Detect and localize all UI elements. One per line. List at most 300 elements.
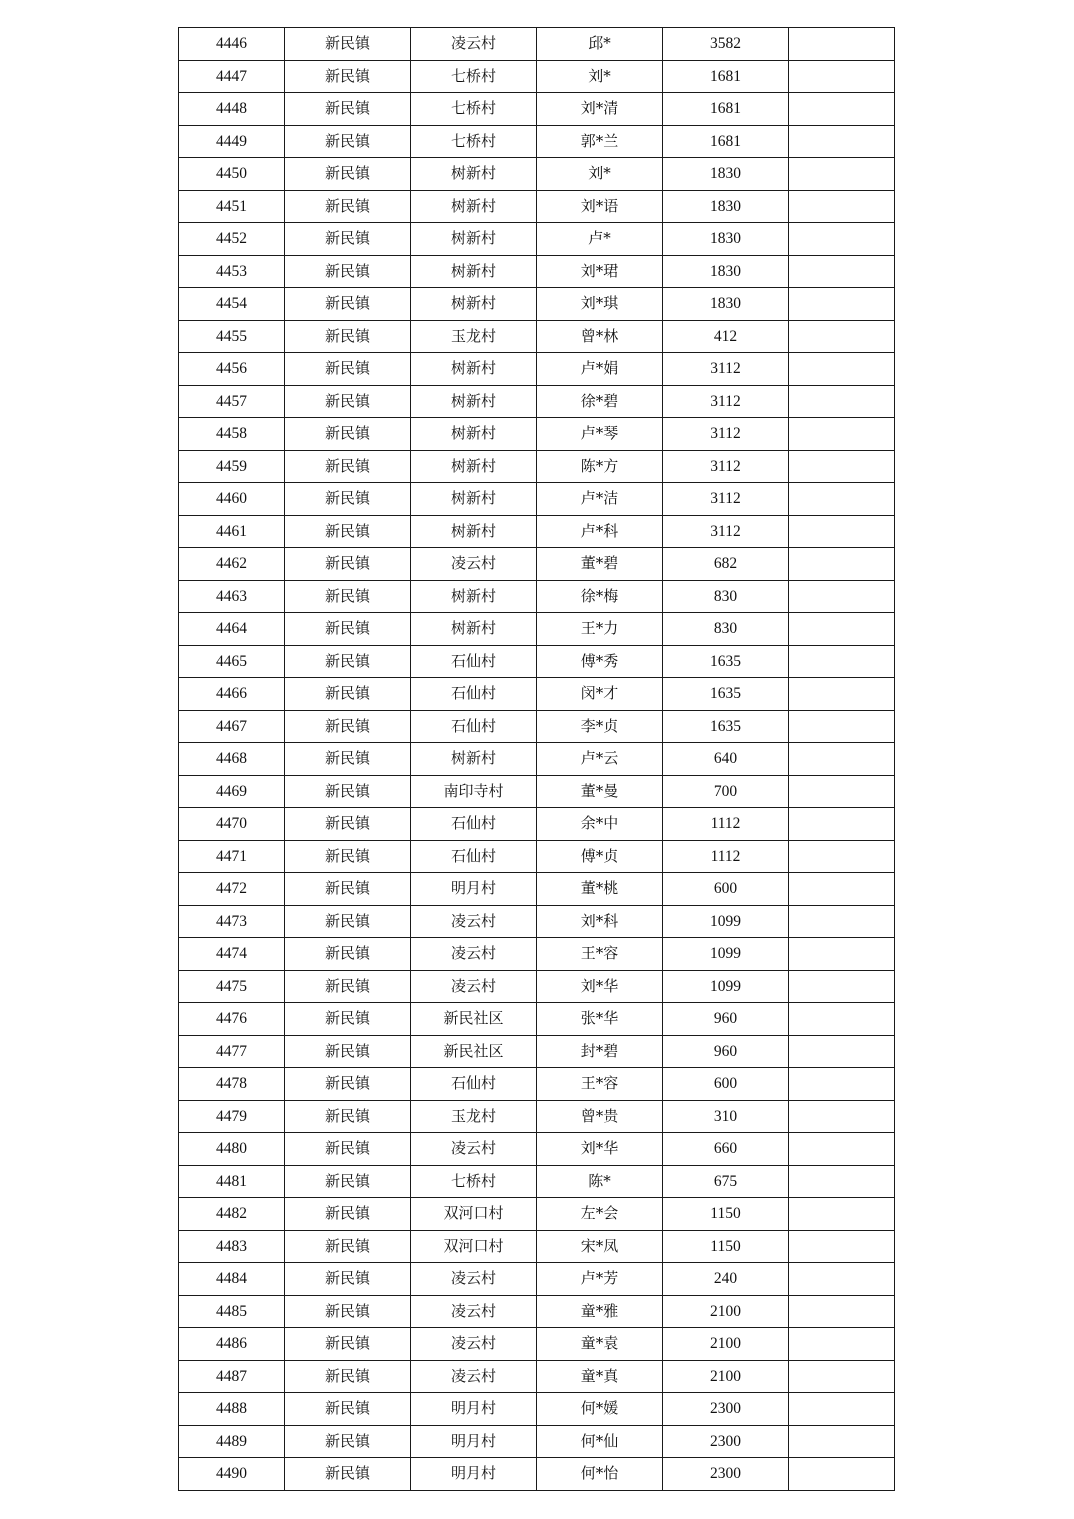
cell-town: 新民镇: [285, 970, 411, 1003]
cell-town: 新民镇: [285, 28, 411, 61]
cell-note: [789, 515, 895, 548]
cell-village: 树新村: [411, 580, 537, 613]
cell-name: 卢*: [537, 223, 663, 256]
cell-id: 4449: [179, 125, 285, 158]
cell-village: 凌云村: [411, 1263, 537, 1296]
cell-name: 卢*娟: [537, 353, 663, 386]
cell-id: 4446: [179, 28, 285, 61]
cell-town: 新民镇: [285, 125, 411, 158]
cell-id: 4490: [179, 1458, 285, 1491]
cell-town: 新民镇: [285, 93, 411, 126]
cell-id: 4487: [179, 1360, 285, 1393]
cell-amount: 600: [663, 1068, 789, 1101]
cell-note: [789, 613, 895, 646]
cell-village: 树新村: [411, 158, 537, 191]
cell-town: 新民镇: [285, 418, 411, 451]
cell-name: 刘*清: [537, 93, 663, 126]
cell-amount: 1635: [663, 645, 789, 678]
cell-amount: 1830: [663, 255, 789, 288]
cell-amount: 830: [663, 613, 789, 646]
cell-name: 余*中: [537, 808, 663, 841]
table-row: [179, 710, 895, 743]
cell-id: 4458: [179, 418, 285, 451]
cell-village: 凌云村: [411, 970, 537, 1003]
table-row: [179, 125, 895, 158]
cell-id: 4462: [179, 548, 285, 581]
table-row: [179, 613, 895, 646]
cell-id: 4477: [179, 1035, 285, 1068]
cell-id: 4473: [179, 905, 285, 938]
cell-note: [789, 645, 895, 678]
cell-name: 傅*秀: [537, 645, 663, 678]
cell-town: 新民镇: [285, 1458, 411, 1491]
cell-town: 新民镇: [285, 255, 411, 288]
cell-village: 双河口村: [411, 1198, 537, 1231]
cell-note: [789, 1133, 895, 1166]
cell-amount: 1112: [663, 840, 789, 873]
cell-village: 新民社区: [411, 1003, 537, 1036]
table-row: [179, 1393, 895, 1426]
cell-village: 树新村: [411, 515, 537, 548]
cell-name: 董*桃: [537, 873, 663, 906]
cell-id: 4451: [179, 190, 285, 223]
cell-name: 卢*云: [537, 743, 663, 776]
cell-town: 新民镇: [285, 645, 411, 678]
cell-note: [789, 1198, 895, 1231]
cell-note: [789, 970, 895, 1003]
table-row: [179, 678, 895, 711]
cell-village: 树新村: [411, 613, 537, 646]
cell-village: 七桥村: [411, 125, 537, 158]
cell-id: 4461: [179, 515, 285, 548]
table-row: [179, 873, 895, 906]
cell-name: 刘*琪: [537, 288, 663, 321]
cell-id: 4457: [179, 385, 285, 418]
cell-amount: 1099: [663, 905, 789, 938]
cell-id: 4469: [179, 775, 285, 808]
cell-village: 凌云村: [411, 1360, 537, 1393]
cell-name: 刘*珺: [537, 255, 663, 288]
cell-town: 新民镇: [285, 1328, 411, 1361]
cell-town: 新民镇: [285, 190, 411, 223]
cell-village: 树新村: [411, 418, 537, 451]
cell-amount: 310: [663, 1100, 789, 1133]
table-row: [179, 1295, 895, 1328]
cell-amount: 1099: [663, 970, 789, 1003]
table-row: [179, 353, 895, 386]
cell-amount: 240: [663, 1263, 789, 1296]
cell-amount: 1635: [663, 678, 789, 711]
table-row: [179, 1458, 895, 1491]
cell-note: [789, 873, 895, 906]
cell-village: 树新村: [411, 288, 537, 321]
cell-town: 新民镇: [285, 1003, 411, 1036]
cell-name: 刘*语: [537, 190, 663, 223]
cell-id: 4488: [179, 1393, 285, 1426]
cell-name: 刘*科: [537, 905, 663, 938]
cell-village: 树新村: [411, 223, 537, 256]
cell-name: 童*真: [537, 1360, 663, 1393]
cell-town: 新民镇: [285, 678, 411, 711]
cell-name: 何*怡: [537, 1458, 663, 1491]
cell-id: 4489: [179, 1425, 285, 1458]
cell-amount: 2300: [663, 1393, 789, 1426]
cell-note: [789, 60, 895, 93]
cell-amount: 2100: [663, 1295, 789, 1328]
cell-town: 新民镇: [285, 613, 411, 646]
cell-id: 4481: [179, 1165, 285, 1198]
cell-note: [789, 93, 895, 126]
cell-village: 凌云村: [411, 905, 537, 938]
cell-name: 曾*林: [537, 320, 663, 353]
table-row: [179, 1165, 895, 1198]
cell-id: 4454: [179, 288, 285, 321]
cell-note: [789, 1068, 895, 1101]
cell-village: 石仙村: [411, 840, 537, 873]
cell-name: 王*容: [537, 938, 663, 971]
table-row: [179, 1003, 895, 1036]
cell-note: [789, 1393, 895, 1426]
cell-amount: 830: [663, 580, 789, 613]
cell-id: 4465: [179, 645, 285, 678]
cell-id: 4484: [179, 1263, 285, 1296]
cell-name: 宋*凤: [537, 1230, 663, 1263]
table-row: [179, 1230, 895, 1263]
cell-note: [789, 385, 895, 418]
cell-town: 新民镇: [285, 515, 411, 548]
cell-note: [789, 710, 895, 743]
cell-name: 王*力: [537, 613, 663, 646]
table-row: [179, 840, 895, 873]
cell-amount: 3582: [663, 28, 789, 61]
cell-amount: 1681: [663, 93, 789, 126]
cell-town: 新民镇: [285, 1100, 411, 1133]
cell-village: 石仙村: [411, 678, 537, 711]
cell-name: 刘*华: [537, 970, 663, 1003]
cell-amount: 3112: [663, 483, 789, 516]
cell-amount: 1681: [663, 60, 789, 93]
cell-id: 4486: [179, 1328, 285, 1361]
cell-id: 4448: [179, 93, 285, 126]
table-row: [179, 808, 895, 841]
cell-name: 卢*芳: [537, 1263, 663, 1296]
cell-id: 4480: [179, 1133, 285, 1166]
cell-village: 明月村: [411, 873, 537, 906]
cell-name: 刘*: [537, 60, 663, 93]
table-row: [179, 483, 895, 516]
table-row: [179, 970, 895, 1003]
cell-village: 七桥村: [411, 1165, 537, 1198]
cell-note: [789, 223, 895, 256]
cell-id: 4474: [179, 938, 285, 971]
cell-name: 闵*才: [537, 678, 663, 711]
cell-village: 树新村: [411, 483, 537, 516]
cell-amount: 600: [663, 873, 789, 906]
cell-amount: 1112: [663, 808, 789, 841]
cell-note: [789, 1165, 895, 1198]
cell-amount: 960: [663, 1035, 789, 1068]
cell-village: 七桥村: [411, 60, 537, 93]
cell-name: 何*仙: [537, 1425, 663, 1458]
table-row: [179, 548, 895, 581]
cell-village: 双河口村: [411, 1230, 537, 1263]
cell-name: 卢*琴: [537, 418, 663, 451]
cell-id: 4475: [179, 970, 285, 1003]
cell-note: [789, 1035, 895, 1068]
cell-note: [789, 840, 895, 873]
cell-note: [789, 190, 895, 223]
cell-village: 明月村: [411, 1425, 537, 1458]
cell-note: [789, 1328, 895, 1361]
cell-name: 卢*洁: [537, 483, 663, 516]
cell-note: [789, 418, 895, 451]
cell-name: 封*碧: [537, 1035, 663, 1068]
cell-note: [789, 1263, 895, 1296]
cell-town: 新民镇: [285, 775, 411, 808]
cell-name: 童*袁: [537, 1328, 663, 1361]
cell-id: 4483: [179, 1230, 285, 1263]
cell-id: 4472: [179, 873, 285, 906]
cell-town: 新民镇: [285, 580, 411, 613]
cell-village: 玉龙村: [411, 1100, 537, 1133]
cell-id: 4450: [179, 158, 285, 191]
cell-amount: 3112: [663, 515, 789, 548]
table-row: [179, 418, 895, 451]
cell-town: 新民镇: [285, 548, 411, 581]
cell-amount: 675: [663, 1165, 789, 1198]
cell-town: 新民镇: [285, 743, 411, 776]
cell-name: 刘*华: [537, 1133, 663, 1166]
cell-note: [789, 580, 895, 613]
cell-amount: 1830: [663, 158, 789, 191]
cell-amount: 3112: [663, 353, 789, 386]
cell-amount: 1099: [663, 938, 789, 971]
cell-name: 张*华: [537, 1003, 663, 1036]
cell-id: 4478: [179, 1068, 285, 1101]
cell-id: 4479: [179, 1100, 285, 1133]
cell-town: 新民镇: [285, 385, 411, 418]
table-row: [179, 385, 895, 418]
cell-id: 4470: [179, 808, 285, 841]
table-row: [179, 60, 895, 93]
cell-note: [789, 288, 895, 321]
cell-name: 王*容: [537, 1068, 663, 1101]
table-row: [179, 320, 895, 353]
cell-note: [789, 1425, 895, 1458]
cell-town: 新民镇: [285, 840, 411, 873]
cell-amount: 2100: [663, 1328, 789, 1361]
cell-village: 树新村: [411, 353, 537, 386]
cell-amount: 1830: [663, 190, 789, 223]
cell-town: 新民镇: [285, 1165, 411, 1198]
cell-town: 新民镇: [285, 1393, 411, 1426]
cell-town: 新民镇: [285, 1068, 411, 1101]
cell-village: 树新村: [411, 743, 537, 776]
cell-town: 新民镇: [285, 1035, 411, 1068]
cell-amount: 660: [663, 1133, 789, 1166]
cell-town: 新民镇: [285, 873, 411, 906]
table-body: [179, 28, 895, 1491]
cell-note: [789, 320, 895, 353]
cell-note: [789, 1100, 895, 1133]
table-row: [179, 1035, 895, 1068]
cell-town: 新民镇: [285, 1295, 411, 1328]
cell-note: [789, 808, 895, 841]
cell-name: 卢*科: [537, 515, 663, 548]
cell-name: 徐*梅: [537, 580, 663, 613]
data-table-container: [178, 27, 894, 1491]
cell-town: 新民镇: [285, 710, 411, 743]
table-row: [179, 28, 895, 61]
cell-id: 4468: [179, 743, 285, 776]
table-row: [179, 1198, 895, 1231]
cell-id: 4459: [179, 450, 285, 483]
cell-note: [789, 1360, 895, 1393]
cell-town: 新民镇: [285, 1230, 411, 1263]
cell-note: [789, 1003, 895, 1036]
cell-town: 新民镇: [285, 1425, 411, 1458]
cell-village: 明月村: [411, 1458, 537, 1491]
cell-name: 邱*: [537, 28, 663, 61]
cell-amount: 2100: [663, 1360, 789, 1393]
cell-town: 新民镇: [285, 938, 411, 971]
cell-id: 4460: [179, 483, 285, 516]
table-row: [179, 580, 895, 613]
cell-village: 南印寺村: [411, 775, 537, 808]
cell-town: 新民镇: [285, 1133, 411, 1166]
cell-note: [789, 1295, 895, 1328]
cell-id: 4455: [179, 320, 285, 353]
cell-amount: 682: [663, 548, 789, 581]
cell-amount: 2300: [663, 1458, 789, 1491]
cell-note: [789, 1230, 895, 1263]
cell-amount: 1830: [663, 288, 789, 321]
cell-note: [789, 483, 895, 516]
cell-village: 树新村: [411, 450, 537, 483]
cell-name: 陈*: [537, 1165, 663, 1198]
cell-amount: 1681: [663, 125, 789, 158]
table-row: [179, 1425, 895, 1458]
table-row: [179, 255, 895, 288]
table-row: [179, 288, 895, 321]
table-row: [179, 190, 895, 223]
cell-village: 石仙村: [411, 808, 537, 841]
data-table: [178, 27, 895, 1491]
cell-name: 徐*碧: [537, 385, 663, 418]
cell-id: 4447: [179, 60, 285, 93]
table-row: [179, 93, 895, 126]
table-row: [179, 223, 895, 256]
cell-id: 4466: [179, 678, 285, 711]
cell-amount: 1150: [663, 1230, 789, 1263]
table-row: [179, 1263, 895, 1296]
cell-village: 明月村: [411, 1393, 537, 1426]
cell-name: 郭*兰: [537, 125, 663, 158]
cell-village: 石仙村: [411, 645, 537, 678]
cell-id: 4482: [179, 1198, 285, 1231]
cell-note: [789, 743, 895, 776]
cell-id: 4463: [179, 580, 285, 613]
cell-amount: 960: [663, 1003, 789, 1036]
table-row: [179, 1360, 895, 1393]
cell-name: 曾*贵: [537, 1100, 663, 1133]
cell-name: 李*贞: [537, 710, 663, 743]
cell-amount: 1830: [663, 223, 789, 256]
table-row: [179, 938, 895, 971]
cell-note: [789, 938, 895, 971]
cell-town: 新民镇: [285, 450, 411, 483]
cell-name: 傅*贞: [537, 840, 663, 873]
cell-id: 4464: [179, 613, 285, 646]
cell-id: 4471: [179, 840, 285, 873]
cell-note: [789, 28, 895, 61]
cell-town: 新民镇: [285, 288, 411, 321]
cell-village: 玉龙村: [411, 320, 537, 353]
cell-note: [789, 158, 895, 191]
cell-town: 新民镇: [285, 1198, 411, 1231]
cell-amount: 1635: [663, 710, 789, 743]
cell-village: 七桥村: [411, 93, 537, 126]
cell-town: 新民镇: [285, 905, 411, 938]
table-row: [179, 905, 895, 938]
cell-note: [789, 905, 895, 938]
cell-village: 树新村: [411, 255, 537, 288]
table-row: [179, 1068, 895, 1101]
table-row: [179, 775, 895, 808]
cell-village: 凌云村: [411, 548, 537, 581]
cell-name: 左*会: [537, 1198, 663, 1231]
cell-town: 新民镇: [285, 808, 411, 841]
cell-town: 新民镇: [285, 223, 411, 256]
cell-town: 新民镇: [285, 483, 411, 516]
cell-amount: 3112: [663, 418, 789, 451]
cell-note: [789, 1458, 895, 1491]
cell-village: 凌云村: [411, 1328, 537, 1361]
cell-amount: 1150: [663, 1198, 789, 1231]
cell-id: 4467: [179, 710, 285, 743]
table-row: [179, 1133, 895, 1166]
cell-village: 凌云村: [411, 1133, 537, 1166]
cell-village: 凌云村: [411, 28, 537, 61]
table-row: [179, 158, 895, 191]
cell-id: 4456: [179, 353, 285, 386]
table-row: [179, 645, 895, 678]
cell-name: 陈*方: [537, 450, 663, 483]
cell-village: 树新村: [411, 190, 537, 223]
cell-id: 4453: [179, 255, 285, 288]
cell-name: 刘*: [537, 158, 663, 191]
cell-id: 4452: [179, 223, 285, 256]
cell-town: 新民镇: [285, 1263, 411, 1296]
cell-village: 凌云村: [411, 1295, 537, 1328]
cell-village: 石仙村: [411, 710, 537, 743]
cell-town: 新民镇: [285, 320, 411, 353]
table-row: [179, 450, 895, 483]
cell-amount: 2300: [663, 1425, 789, 1458]
cell-amount: 412: [663, 320, 789, 353]
cell-town: 新民镇: [285, 353, 411, 386]
table-row: [179, 1328, 895, 1361]
cell-name: 童*雅: [537, 1295, 663, 1328]
cell-note: [789, 353, 895, 386]
cell-amount: 3112: [663, 450, 789, 483]
table-row: [179, 743, 895, 776]
cell-village: 凌云村: [411, 938, 537, 971]
cell-id: 4476: [179, 1003, 285, 1036]
table-row: [179, 515, 895, 548]
cell-town: 新民镇: [285, 158, 411, 191]
cell-name: 董*碧: [537, 548, 663, 581]
